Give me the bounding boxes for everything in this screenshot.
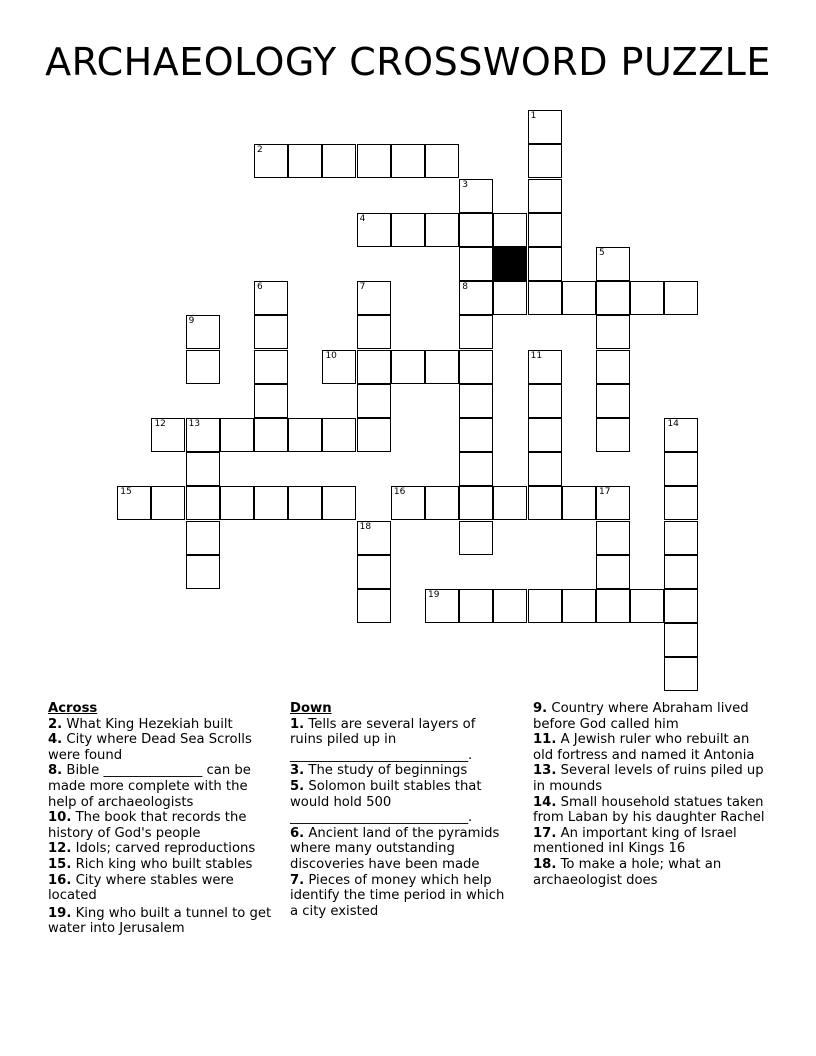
grid-cell[interactable] xyxy=(459,418,493,452)
across-heading: Across xyxy=(48,701,98,716)
clue-number: 12 xyxy=(154,419,166,430)
clue-number-label: 14. xyxy=(533,794,557,810)
down-heading: Down xyxy=(290,701,332,716)
grid-cell[interactable] xyxy=(425,486,459,520)
clue-item xyxy=(290,717,512,764)
grid-cell[interactable] xyxy=(288,486,322,520)
clue-text: What King Hezekiah built xyxy=(66,716,233,732)
grid-cell[interactable] xyxy=(630,589,664,623)
clue-number: 16 xyxy=(393,487,406,498)
clues-column-down xyxy=(290,701,512,919)
clue-text: A Jewish ruler who rebuilt an old fortress and named it Antonia xyxy=(533,732,755,763)
grid-cell[interactable] xyxy=(322,144,356,178)
clue-text: City where stables were located xyxy=(48,872,234,904)
grid-cell[interactable] xyxy=(322,486,356,520)
clue-item xyxy=(290,779,512,826)
grid-cell[interactable] xyxy=(528,589,562,623)
clue-text: King who built a tunnel to get water into Jerusalem xyxy=(48,905,272,937)
clue-number-label: 17. xyxy=(533,825,557,841)
clue-item xyxy=(533,701,765,732)
grid-cell[interactable] xyxy=(391,350,425,384)
clue-text: Country where Abraham lived before God called him xyxy=(533,701,749,732)
clue-item xyxy=(533,857,765,888)
grid-cell[interactable] xyxy=(391,213,425,247)
grid-cell[interactable] xyxy=(664,521,698,555)
grid-cell[interactable] xyxy=(357,281,391,315)
grid-cell[interactable] xyxy=(664,418,698,452)
clue-number: 17 xyxy=(599,487,611,498)
grid-cell[interactable] xyxy=(186,315,220,349)
grid-cell[interactable] xyxy=(459,315,493,349)
grid-cell[interactable] xyxy=(254,384,288,418)
clue-number-label: 2. xyxy=(48,716,63,732)
clue-item xyxy=(533,732,765,763)
clue-text: Idols; carved reproductions xyxy=(75,841,256,857)
clue-item xyxy=(48,873,276,904)
grid-cell[interactable] xyxy=(562,589,596,623)
grid-cell[interactable] xyxy=(254,418,288,452)
grid-cell[interactable] xyxy=(186,555,220,589)
grid-cell[interactable] xyxy=(528,452,562,486)
grid-cell[interactable] xyxy=(151,486,185,520)
grid-cell[interactable] xyxy=(425,589,459,623)
clue-number-label: 15. xyxy=(48,856,72,872)
clue-item xyxy=(48,717,276,733)
clue-text: Small household statues taken from Laban by his daughter Rachel xyxy=(533,794,765,826)
clue-number: 7 xyxy=(359,282,366,293)
grid-cell[interactable] xyxy=(357,384,391,418)
clue-number-label: 7. xyxy=(290,872,305,888)
grid-cell[interactable] xyxy=(459,350,493,384)
clue-text: Rich king who built stables xyxy=(75,856,253,872)
grid-cell[interactable] xyxy=(528,281,562,315)
grid-cell[interactable] xyxy=(391,486,425,520)
grid-cell[interactable] xyxy=(459,179,493,213)
grid-cell[interactable] xyxy=(357,589,391,623)
clue-item xyxy=(533,795,765,826)
clue-number: 19 xyxy=(428,590,440,601)
grid-cell[interactable] xyxy=(528,110,562,144)
clue-number: 10 xyxy=(325,350,337,361)
grid-cell[interactable] xyxy=(459,452,493,486)
clue-number-label: 18. xyxy=(533,856,557,872)
grid-cell[interactable] xyxy=(596,281,630,315)
clue-text: City where Dead Sea Scrolls were found xyxy=(48,732,252,763)
grid-cell[interactable] xyxy=(186,418,220,452)
clue-item xyxy=(48,906,276,937)
clue-number: 11 xyxy=(530,350,543,361)
grid-cell[interactable] xyxy=(322,418,356,452)
clues-column-across xyxy=(48,701,276,937)
page-title: ARCHAEOLOGY CROSSWORD PUZZLE xyxy=(45,40,771,84)
clue-text: Pieces of money which help identify the time period in which a city existed xyxy=(290,872,505,919)
grid-cell[interactable] xyxy=(630,281,664,315)
clue-text: An important king of Israel mentioned inI Kings 16 xyxy=(533,825,737,857)
grid-cell[interactable] xyxy=(425,350,459,384)
clue-text: Bible _______________ can be made more complete with the help of archaeologists xyxy=(48,763,251,810)
grid-cell[interactable] xyxy=(151,418,185,452)
grid-cell[interactable] xyxy=(459,213,493,247)
grid-cell[interactable] xyxy=(562,281,596,315)
clue-item xyxy=(290,873,512,920)
clue-number: 6 xyxy=(257,282,263,293)
grid-black-square xyxy=(493,247,527,281)
grid-cell[interactable] xyxy=(186,486,220,520)
grid-cell[interactable] xyxy=(254,350,288,384)
clue-item xyxy=(48,810,276,841)
clue-number: 15 xyxy=(120,487,132,498)
grid-cell[interactable] xyxy=(425,144,459,178)
grid-cell[interactable] xyxy=(664,555,698,589)
grid-cell[interactable] xyxy=(357,350,391,384)
clue-number-label: 6. xyxy=(290,825,305,841)
grid-cell[interactable] xyxy=(186,350,220,384)
clue-text: The book that records the history of God's people xyxy=(48,810,247,841)
grid-cell[interactable] xyxy=(357,555,391,589)
grid-cell[interactable] xyxy=(493,486,527,520)
grid-cell[interactable] xyxy=(528,179,562,213)
clue-number-label: 3. xyxy=(290,763,305,779)
grid-cell[interactable] xyxy=(528,418,562,452)
grid-cell[interactable] xyxy=(254,144,288,178)
grid-cell[interactable] xyxy=(357,144,391,178)
clue-number: 14 xyxy=(667,419,679,430)
clue-number-label: 13. xyxy=(533,763,557,779)
clue-number-label: 10. xyxy=(48,810,72,826)
grid-cell[interactable] xyxy=(220,418,254,452)
grid-cell[interactable] xyxy=(493,281,527,315)
grid-cell[interactable] xyxy=(186,452,220,486)
clue-number-label: 9. xyxy=(533,701,548,716)
grid-cell[interactable] xyxy=(288,144,322,178)
clue-number: 18 xyxy=(359,521,372,532)
clue-number: 13 xyxy=(188,419,201,430)
clue-number-label: 4. xyxy=(48,732,63,748)
grid-cell[interactable] xyxy=(596,521,630,555)
grid-cell[interactable] xyxy=(117,486,151,520)
clue-number-label: 1. xyxy=(290,716,305,732)
grid-cell[interactable] xyxy=(425,213,459,247)
clue-text: Several levels of ruins piled up in mounds xyxy=(533,763,764,794)
grid-cell[interactable] xyxy=(357,418,391,452)
clue-text: The study of beginnings xyxy=(308,763,468,779)
clue-number: 4 xyxy=(359,213,366,224)
grid-cell[interactable] xyxy=(596,589,630,623)
clue-number-label: 5. xyxy=(290,778,305,794)
grid-cell[interactable] xyxy=(528,384,562,418)
grid-cell[interactable] xyxy=(459,384,493,418)
grid-cell[interactable] xyxy=(459,589,493,623)
clue-text: Solomon built stables that would hold 500 ___________________________. xyxy=(290,778,482,826)
clue-text: Ancient land of the pyramids where many outstanding discoveries have been made xyxy=(290,825,500,872)
clue-number: 2 xyxy=(257,145,263,156)
grid-cell[interactable] xyxy=(528,247,562,281)
clue-item xyxy=(48,857,276,873)
grid-cell[interactable] xyxy=(459,521,493,555)
grid-cell[interactable] xyxy=(528,213,562,247)
grid-cell[interactable] xyxy=(664,657,698,691)
clue-number: 8 xyxy=(462,282,468,293)
grid-cell[interactable] xyxy=(357,521,391,555)
grid-cell[interactable] xyxy=(254,486,288,520)
grid-cell[interactable] xyxy=(562,486,596,520)
grid-cell[interactable] xyxy=(493,213,527,247)
clue-text: Tells are several layers of ruins piled up in ___________________________. xyxy=(290,716,476,763)
grid-cell[interactable] xyxy=(528,350,562,384)
clue-number-label: 19. xyxy=(48,905,72,921)
clue-item xyxy=(533,763,765,794)
clue-number: 5 xyxy=(599,248,605,259)
clue-item xyxy=(290,826,512,873)
clue-text: To make a hole; what an archaeologist does xyxy=(533,856,722,888)
grid-cell[interactable] xyxy=(596,384,630,418)
grid-cell[interactable] xyxy=(288,418,322,452)
grid-cell[interactable] xyxy=(220,486,254,520)
grid-cell[interactable] xyxy=(186,521,220,555)
clue-item xyxy=(48,841,276,857)
grid-cell[interactable] xyxy=(664,623,698,657)
grid-cell[interactable] xyxy=(664,281,698,315)
grid-cell[interactable] xyxy=(322,350,356,384)
grid-cell[interactable] xyxy=(493,589,527,623)
grid-cell[interactable] xyxy=(357,213,391,247)
grid-cell[interactable] xyxy=(664,452,698,486)
clue-item xyxy=(290,763,512,779)
grid-cell[interactable] xyxy=(459,247,493,281)
grid-cell[interactable] xyxy=(254,315,288,349)
grid-cell[interactable] xyxy=(596,350,630,384)
grid-cell[interactable] xyxy=(459,281,493,315)
clue-item xyxy=(48,763,276,810)
grid-cell[interactable] xyxy=(528,486,562,520)
grid-cell[interactable] xyxy=(528,144,562,178)
grid-cell[interactable] xyxy=(596,555,630,589)
clue-number: 1 xyxy=(530,111,537,122)
clue-item xyxy=(533,826,765,857)
clue-number-label: 8. xyxy=(48,763,63,779)
clue-item xyxy=(48,732,276,763)
grid-cell[interactable] xyxy=(596,486,630,520)
grid-cell[interactable] xyxy=(391,144,425,178)
clue-number: 9 xyxy=(188,316,195,327)
grid-cell[interactable] xyxy=(459,486,493,520)
clue-number-label: 16. xyxy=(48,872,72,888)
clue-number-label: 11. xyxy=(533,732,557,748)
grid-cell[interactable] xyxy=(357,315,391,349)
grid-cell[interactable] xyxy=(596,247,630,281)
grid-cell[interactable] xyxy=(596,418,630,452)
grid-cell[interactable] xyxy=(664,486,698,520)
grid-cell[interactable] xyxy=(596,315,630,349)
grid-cell[interactable] xyxy=(664,589,698,623)
clue-number-label: 12. xyxy=(48,841,72,857)
clues-column-down-continued xyxy=(533,701,765,888)
clue-number: 3 xyxy=(462,179,468,190)
grid-cell[interactable] xyxy=(254,281,288,315)
